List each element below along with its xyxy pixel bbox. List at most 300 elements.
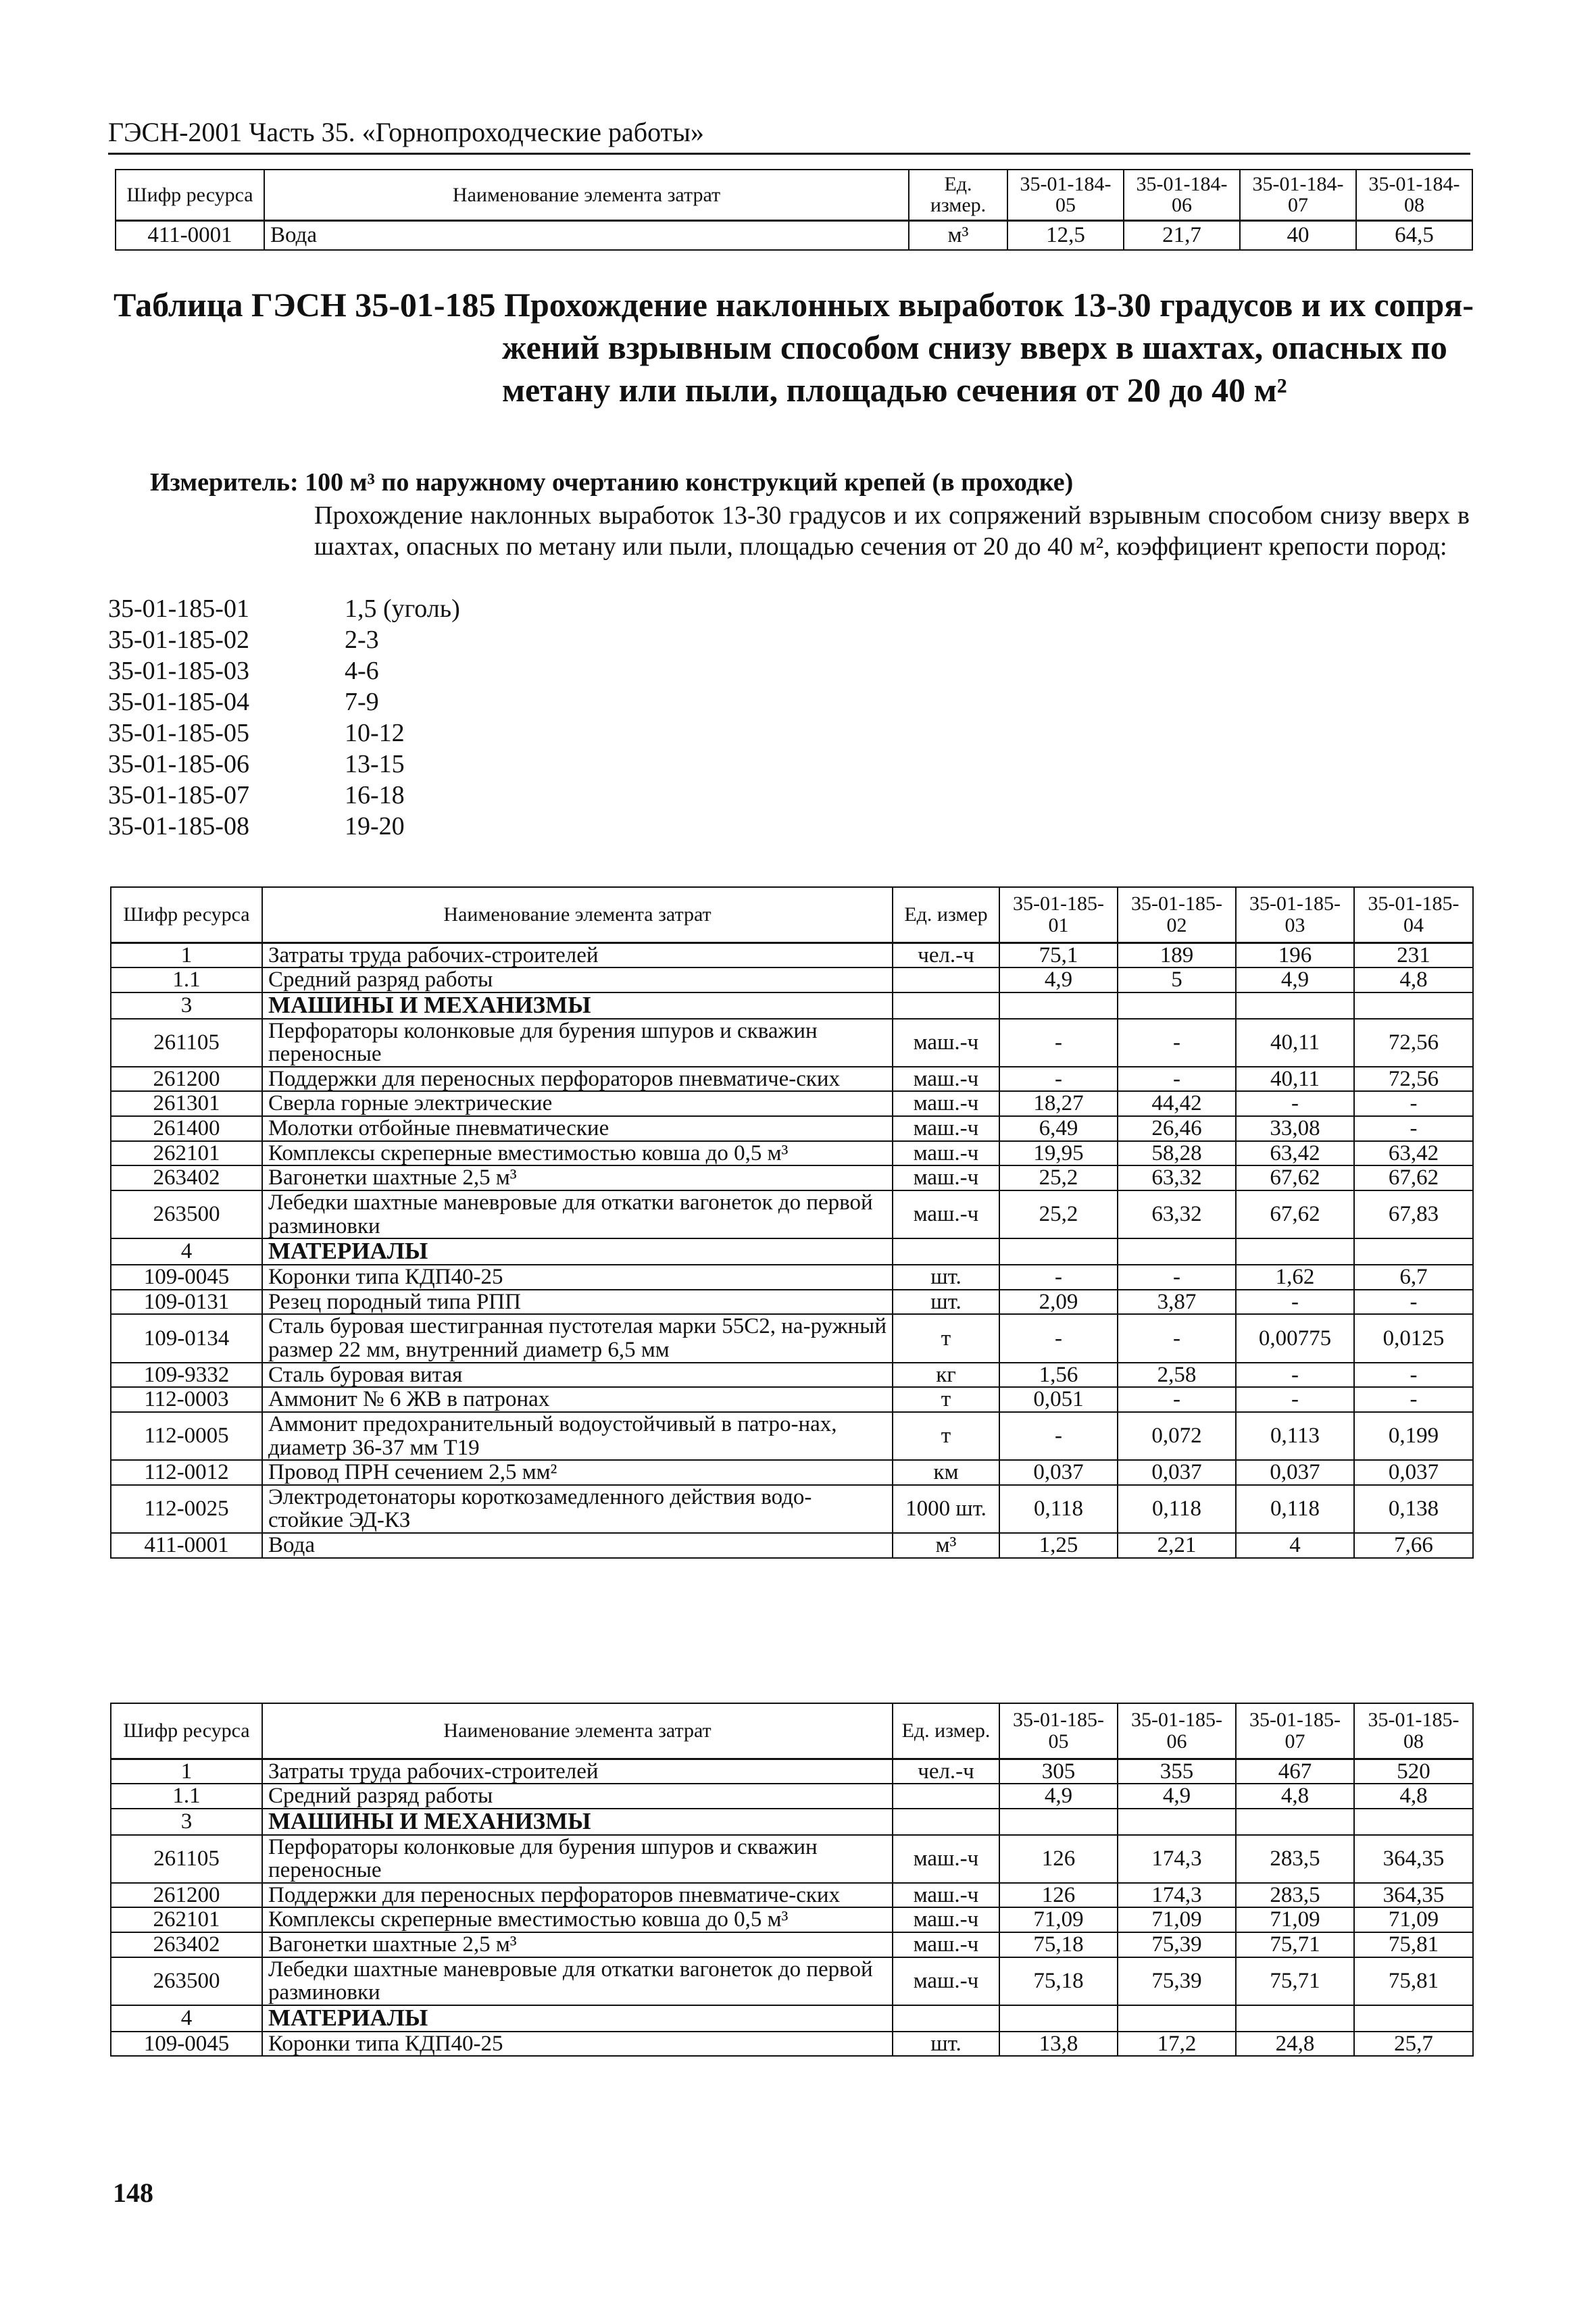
col-header-rate: 35-01-185-03 (1236, 887, 1354, 942)
cell-name: Лебедки шахтные маневровые для откатки вагонеток до первой разминовки (262, 1957, 893, 2005)
cell-unit (893, 1784, 999, 1809)
table-row (111, 1932, 1473, 1957)
cell-name: Средний разряд работы (262, 1784, 893, 1809)
rock-hardness: 13-15 (345, 750, 405, 778)
cell-unit: кг (893, 1363, 999, 1388)
section-row (111, 1809, 1473, 1835)
table-row (111, 1091, 1473, 1116)
cell-name: Молотки отбойные пневматические (262, 1116, 893, 1141)
cell-value: 4,8 (1236, 1784, 1354, 1809)
cell-value: 63,42 (1354, 1141, 1473, 1166)
cell-value: 4,9 (1118, 1784, 1236, 1809)
cell-value: 196 (1236, 942, 1354, 967)
rock-hardness: 16-18 (345, 781, 405, 809)
col-header-rate: 35-01-184-06 (1124, 170, 1240, 220)
cell-value: 364,35 (1354, 1835, 1473, 1883)
cell-value: 25,2 (999, 1165, 1118, 1190)
col-header-rate: 35-01-185-01 (999, 887, 1118, 942)
cell-value: - (1118, 1387, 1236, 1412)
cell-code: 263500 (111, 1957, 262, 2005)
cell-value: 67,62 (1236, 1165, 1354, 1190)
cell-name: Коронки типа КДП40-25 (262, 2032, 893, 2057)
cell-name: Сталь буровая шестигранная пустотелая марки 55С2, на-ружный размер 22 мм, внутренний диаметр 6,5 мм (262, 1314, 893, 1362)
cell-name: Комплексы скреперные вместимостью ковша до 0,5 м³ (262, 1141, 893, 1166)
cell-value: - (1118, 1265, 1236, 1290)
cell-unit: маш.-ч (893, 1190, 999, 1238)
col-header-rate: 35-01-185-08 (1354, 1703, 1473, 1759)
table-top-carryover (115, 169, 1473, 251)
list-item (108, 624, 460, 655)
cell-value: 63,32 (1118, 1190, 1236, 1238)
cell-code: 1.1 (111, 967, 262, 992)
list-item (108, 749, 460, 780)
cell-value: - (1354, 1091, 1473, 1116)
cell-name: Сталь буровая витая (262, 1363, 893, 1388)
rate-code: 35-01-185-08 (108, 812, 249, 840)
cell-code: 261105 (111, 1019, 262, 1067)
cell-unit (893, 2005, 999, 2032)
cell-code: 112-0005 (111, 1412, 262, 1460)
cell-unit: т (893, 1387, 999, 1412)
cell-name: Вагонетки шахтные 2,5 м³ (262, 1165, 893, 1190)
cell-name: Поддержки для переносных перфораторов пневматиче-ских (262, 1067, 893, 1092)
col-header-rate: 35-01-185-05 (999, 1703, 1118, 1759)
table-row (111, 2032, 1473, 2057)
cell-value: 75,39 (1118, 1957, 1236, 2005)
cell-value (1354, 2005, 1473, 2032)
cell-value: 0,037 (1118, 1460, 1236, 1485)
cell-value: 174,3 (1118, 1835, 1236, 1883)
list-item (108, 686, 460, 718)
cell-unit: маш.-ч (893, 1116, 999, 1141)
table-row (111, 1883, 1473, 1908)
cell-value: 6,49 (999, 1116, 1118, 1141)
cell-value: 0,138 (1354, 1485, 1473, 1533)
table-row (111, 1019, 1473, 1067)
cell-value: 75,81 (1354, 1957, 1473, 2005)
cell-value: 40,11 (1236, 1067, 1354, 1092)
cell-value: - (1354, 1363, 1473, 1388)
cell-code: 411-0001 (111, 1533, 262, 1558)
table-row (111, 1387, 1473, 1412)
page-number: 148 (113, 2178, 153, 2208)
cell-value: 0,037 (999, 1460, 1118, 1485)
rock-hardness: 19-20 (345, 812, 405, 840)
cell-value: - (1236, 1091, 1354, 1116)
cell-name: МАШИНЫ И МЕХАНИЗМЫ (262, 992, 893, 1019)
cell-code: 1.1 (111, 1784, 262, 1809)
cell-value (999, 1238, 1118, 1265)
cell-value: - (1118, 1019, 1236, 1067)
table-row (111, 1835, 1473, 1883)
cell-code: 109-0134 (111, 1314, 262, 1362)
cell-value: 75,1 (999, 942, 1118, 967)
col-header-rate: 35-01-185-06 (1118, 1703, 1236, 1759)
table-row (111, 1165, 1473, 1190)
col-header-name: Наименование элемента затрат (264, 170, 909, 220)
cell-name: Затраты труда рабочих-строителей (262, 1759, 893, 1784)
cell-unit: маш.-ч (893, 1019, 999, 1067)
table-row (111, 1533, 1473, 1558)
cell-value: - (1354, 1116, 1473, 1141)
cell-value (1118, 2005, 1236, 2032)
cell-unit: км (893, 1460, 999, 1485)
cell-value: 17,2 (1118, 2032, 1236, 2057)
cell-unit (893, 1809, 999, 1835)
table-row (111, 1412, 1473, 1460)
cell-value: 40,11 (1236, 1019, 1354, 1067)
cell-name: Лебедки шахтные маневровые для откатки вагонеток до первой разминовки (262, 1190, 893, 1238)
cell-value (999, 2005, 1118, 2032)
cell-value (1118, 1809, 1236, 1835)
cell-name: Коронки типа КДП40-25 (262, 1265, 893, 1290)
cell-code: 261301 (111, 1091, 262, 1116)
cell-value: 75,81 (1354, 1932, 1473, 1957)
cell-name: МАТЕРИАЛЫ (262, 1238, 893, 1265)
cell-code: 3 (111, 992, 262, 1019)
cell-value: 0,113 (1236, 1412, 1354, 1460)
cell-code: 1 (111, 942, 262, 967)
cell-name: Вода (264, 220, 909, 250)
cell-name: Сверла горные электрические (262, 1091, 893, 1116)
col-header-unit: Ед. измер (893, 887, 999, 942)
col-header-rate: 35-01-185-07 (1236, 1703, 1354, 1759)
cell-value: 58,28 (1118, 1141, 1236, 1166)
cell-unit: маш.-ч (893, 1957, 999, 2005)
cell-name: Аммонит № 6 ЖВ в патронах (262, 1387, 893, 1412)
cell-value: 0,118 (1236, 1485, 1354, 1533)
cell-value: 24,8 (1236, 2032, 1354, 2057)
table-row (111, 1957, 1473, 2005)
cell-name: Комплексы скреперные вместимостью ковша до 0,5 м³ (262, 1907, 893, 1932)
cell-value: 0,037 (1354, 1460, 1473, 1485)
cell-value (999, 992, 1118, 1019)
measure-unit: Измеритель: 100 м³ по наружному очертанию конструкций крепей (в проходке) (150, 468, 1074, 497)
cell-value: 4,9 (999, 1784, 1118, 1809)
table-row (111, 942, 1473, 967)
list-item (108, 780, 460, 811)
cell-value: 4,9 (999, 967, 1118, 992)
cell-code: 262101 (111, 1141, 262, 1166)
cell-name: Резец породный типа РПП (262, 1290, 893, 1315)
table-row (111, 967, 1473, 992)
table-row (111, 1141, 1473, 1166)
cell-value: 19,95 (999, 1141, 1118, 1166)
cell-value: 5 (1118, 967, 1236, 992)
cell-value: 1,56 (999, 1363, 1118, 1388)
cell-code: 109-0131 (111, 1290, 262, 1315)
cell-value: 0,051 (999, 1387, 1118, 1412)
cell-value: 4 (1236, 1533, 1354, 1558)
col-header-rate: 35-01-184-08 (1356, 170, 1472, 220)
cell-value (1118, 992, 1236, 1019)
cell-value: 75,18 (999, 1932, 1118, 1957)
cell-unit: м³ (909, 220, 1007, 250)
cell-code: 112-0012 (111, 1460, 262, 1485)
cell-value (1236, 1809, 1354, 1835)
cell-value: - (999, 1314, 1118, 1362)
col-header-rate: 35-01-185-04 (1354, 887, 1473, 942)
resource-table-1 (110, 886, 1474, 1559)
cell-value: 33,08 (1236, 1116, 1354, 1141)
cell-value: 75,71 (1236, 1957, 1354, 2005)
table-row (111, 1190, 1473, 1238)
cell-code: 261200 (111, 1067, 262, 1092)
cell-value: - (1118, 1314, 1236, 1362)
rate-code: 35-01-185-07 (108, 781, 249, 809)
cell-code: 4 (111, 2005, 262, 2032)
rock-hardness: 4-6 (345, 657, 379, 685)
table-title (114, 284, 1485, 411)
cell-value: 2,09 (999, 1290, 1118, 1315)
cell-value: 0,0125 (1354, 1314, 1473, 1362)
cell-value (1354, 1809, 1473, 1835)
cell-value: - (999, 1019, 1118, 1067)
cell-value: - (1354, 1387, 1473, 1412)
table-row (111, 1485, 1473, 1533)
table-row (111, 1907, 1473, 1932)
table-row (111, 1290, 1473, 1315)
cell-name: Средний разряд работы (262, 967, 893, 992)
cell-unit: маш.-ч (893, 1165, 999, 1190)
col-header-rate: 35-01-185-02 (1118, 887, 1236, 942)
cell-value: 2,58 (1118, 1363, 1236, 1388)
cell-unit: 1000 шт. (893, 1485, 999, 1533)
cell-value: 25,2 (999, 1190, 1118, 1238)
cell-value: 64,5 (1356, 220, 1472, 250)
cell-code: 109-0045 (111, 2032, 262, 2057)
cell-unit: чел.-ч (893, 1759, 999, 1784)
section-row (111, 1238, 1473, 1265)
col-header-code: Шифр ресурса (111, 1703, 262, 1759)
rate-code: 35-01-185-03 (108, 657, 249, 685)
cell-value: 40 (1240, 220, 1356, 250)
cell-code: 109-0045 (111, 1265, 262, 1290)
cell-value: 4,8 (1354, 1784, 1473, 1809)
cell-value: 0,118 (999, 1485, 1118, 1533)
cell-unit: т (893, 1314, 999, 1362)
table-row (111, 1460, 1473, 1485)
cell-value: 12,5 (1007, 220, 1124, 250)
cell-name: Затраты труда рабочих-строителей (262, 942, 893, 967)
cell-unit: т (893, 1412, 999, 1460)
cell-value: 283,5 (1236, 1883, 1354, 1908)
cell-name: Электродетонаторы короткозамедленного действия водо-стойкие ЭД-КЗ (262, 1485, 893, 1533)
col-header-rate: 35-01-184-05 (1007, 170, 1124, 220)
cell-value: 283,5 (1236, 1835, 1354, 1883)
rate-code-list (108, 593, 460, 842)
cell-unit: маш.-ч (893, 1907, 999, 1932)
resource-table-2 (110, 1703, 1474, 2057)
cell-value: 231 (1354, 942, 1473, 967)
running-header: ГЭСН-2001 Часть 35. «Горнопроходческие работы» (108, 117, 704, 147)
cell-name: Поддержки для переносных перфораторов пневматиче-ских (262, 1883, 893, 1908)
col-header-code: Шифр ресурса (116, 170, 264, 220)
cell-value: 0,199 (1354, 1412, 1473, 1460)
cell-value: - (1236, 1290, 1354, 1315)
cell-value: 3,87 (1118, 1290, 1236, 1315)
col-header-code: Шифр ресурса (111, 887, 262, 942)
cell-unit: маш.-ч (893, 1835, 999, 1883)
cell-value: 75,39 (1118, 1932, 1236, 1957)
cell-value: 0,118 (1118, 1485, 1236, 1533)
header-rule (108, 153, 1470, 155)
cell-value: 71,09 (999, 1907, 1118, 1932)
table-row (111, 1067, 1473, 1092)
cell-value: 174,3 (1118, 1883, 1236, 1908)
cell-value: 467 (1236, 1759, 1354, 1784)
table-row (111, 1784, 1473, 1809)
cell-value: 71,09 (1236, 1907, 1354, 1932)
cell-value: 0,072 (1118, 1412, 1236, 1460)
table-row (116, 220, 1472, 250)
title-line: метану или пыли, площадью сечения от 20 до 40 м² (502, 371, 1287, 409)
cell-code: 261105 (111, 1835, 262, 1883)
cell-value: 126 (999, 1883, 1118, 1908)
cell-value: - (1354, 1290, 1473, 1315)
list-item (108, 593, 460, 624)
cell-value: 67,83 (1354, 1190, 1473, 1238)
cell-unit (893, 992, 999, 1019)
cell-value: 13,8 (999, 2032, 1118, 2057)
cell-code: 261200 (111, 1883, 262, 1908)
cell-value: - (1236, 1387, 1354, 1412)
cell-value: 71,09 (1354, 1907, 1473, 1932)
rate-code: 35-01-185-02 (108, 626, 249, 654)
cell-value (1118, 1238, 1236, 1265)
cell-unit: маш.-ч (893, 1141, 999, 1166)
cell-value: 21,7 (1124, 220, 1240, 250)
table-row (111, 1265, 1473, 1290)
cell-value: 71,09 (1118, 1907, 1236, 1932)
cell-code: 109-9332 (111, 1363, 262, 1388)
cell-value: - (1118, 1067, 1236, 1092)
work-description: Прохождение наклонных выработок 13-30 градусов и их сопряжений взрывным способом снизу вверх в шахтах, опасных по метану или пыли, площадью сечения от 20 до 40 м², коэффициент крепости пород: (314, 501, 1470, 561)
cell-value (999, 1809, 1118, 1835)
cell-code: 262101 (111, 1907, 262, 1932)
rock-hardness: 7-9 (345, 688, 379, 716)
title-line: жений взрывным способом снизу вверх в шахтах, опасных по (502, 328, 1447, 366)
cell-value: 18,27 (999, 1091, 1118, 1116)
cell-value: 305 (999, 1759, 1118, 1784)
title-line: Таблица ГЭСН 35-01-185 Прохождение наклонных выработок 13-30 градусов и их сопря- (114, 286, 1474, 324)
cell-name: Провод ПРН сечением 2,5 мм² (262, 1460, 893, 1485)
table-row (111, 1759, 1473, 1784)
cell-value: - (999, 1067, 1118, 1092)
cell-code: 112-0025 (111, 1485, 262, 1533)
cell-value: 4,8 (1354, 967, 1473, 992)
col-header-rate: 35-01-184-07 (1240, 170, 1356, 220)
cell-value (1236, 2005, 1354, 2032)
rock-hardness: 10-12 (345, 719, 405, 747)
col-header-unit: Ед. измер. (909, 170, 1007, 220)
cell-unit (893, 1238, 999, 1265)
cell-code: 1 (111, 1759, 262, 1784)
table-row (111, 1314, 1473, 1362)
col-header-unit: Ед. измер. (893, 1703, 999, 1759)
cell-value: 26,46 (1118, 1116, 1236, 1141)
cell-unit: шт. (893, 1265, 999, 1290)
section-row (111, 992, 1473, 1019)
cell-value: 520 (1354, 1759, 1473, 1784)
list-item (108, 811, 460, 842)
cell-value: 0,00775 (1236, 1314, 1354, 1362)
cell-value: 364,35 (1354, 1883, 1473, 1908)
rock-hardness: 2-3 (345, 626, 379, 654)
col-header-name: Наименование элемента затрат (262, 1703, 893, 1759)
cell-unit: маш.-ч (893, 1932, 999, 1957)
cell-unit: шт. (893, 1290, 999, 1315)
cell-unit: шт. (893, 2032, 999, 2057)
cell-value (1354, 1238, 1473, 1265)
cell-value: 67,62 (1354, 1165, 1473, 1190)
cell-unit: м³ (893, 1533, 999, 1558)
cell-value: 63,32 (1118, 1165, 1236, 1190)
cell-code: 263402 (111, 1165, 262, 1190)
cell-unit: чел.-ч (893, 942, 999, 967)
cell-value (1354, 992, 1473, 1019)
cell-name: МАШИНЫ И МЕХАНИЗМЫ (262, 1809, 893, 1835)
rate-code: 35-01-185-06 (108, 750, 249, 778)
list-item (108, 655, 460, 686)
cell-value: 25,7 (1354, 2032, 1473, 2057)
cell-unit: маш.-ч (893, 1091, 999, 1116)
cell-value: 67,62 (1236, 1190, 1354, 1238)
cell-value: 1,25 (999, 1533, 1118, 1558)
cell-name: Перфораторы колонковые для бурения шпуров и скважин переносные (262, 1019, 893, 1067)
cell-value (1236, 1238, 1354, 1265)
cell-name: Перфораторы колонковые для бурения шпуров и скважин переносные (262, 1835, 893, 1883)
cell-name: Вагонетки шахтные 2,5 м³ (262, 1932, 893, 1957)
cell-code: 261400 (111, 1116, 262, 1141)
cell-value: 126 (999, 1835, 1118, 1883)
cell-value: 44,42 (1118, 1091, 1236, 1116)
cell-value: 1,62 (1236, 1265, 1354, 1290)
cell-value: 0,037 (1236, 1460, 1354, 1485)
cell-code: 263402 (111, 1932, 262, 1957)
cell-value: 4,9 (1236, 967, 1354, 992)
col-header-name: Наименование элемента затрат (262, 887, 893, 942)
rock-hardness: 1,5 (уголь) (345, 595, 460, 623)
cell-value: 72,56 (1354, 1019, 1473, 1067)
cell-name: МАТЕРИАЛЫ (262, 2005, 893, 2032)
cell-value: 2,21 (1118, 1533, 1236, 1558)
cell-unit: маш.-ч (893, 1067, 999, 1092)
list-item (108, 718, 460, 749)
cell-value: - (999, 1412, 1118, 1460)
cell-value: 75,18 (999, 1957, 1118, 2005)
cell-code: 4 (111, 1238, 262, 1265)
cell-value: 7,66 (1354, 1533, 1473, 1558)
cell-value: 72,56 (1354, 1067, 1473, 1092)
table-row (111, 1116, 1473, 1141)
rate-code: 35-01-185-04 (108, 688, 249, 716)
cell-value: 189 (1118, 942, 1236, 967)
cell-value: 75,71 (1236, 1932, 1354, 1957)
cell-code: 411-0001 (116, 220, 264, 250)
table-row (111, 1363, 1473, 1388)
cell-name: Аммонит предохранительный водоустойчивый в патро-нах, диаметр 36-37 мм Т19 (262, 1412, 893, 1460)
cell-code: 112-0003 (111, 1387, 262, 1412)
cell-value: - (999, 1265, 1118, 1290)
cell-value: - (1236, 1363, 1354, 1388)
cell-value: 6,7 (1354, 1265, 1473, 1290)
cell-value: 63,42 (1236, 1141, 1354, 1166)
rate-code: 35-01-185-01 (108, 595, 249, 623)
cell-code: 263500 (111, 1190, 262, 1238)
cell-value: 355 (1118, 1759, 1236, 1784)
cell-value (1236, 992, 1354, 1019)
